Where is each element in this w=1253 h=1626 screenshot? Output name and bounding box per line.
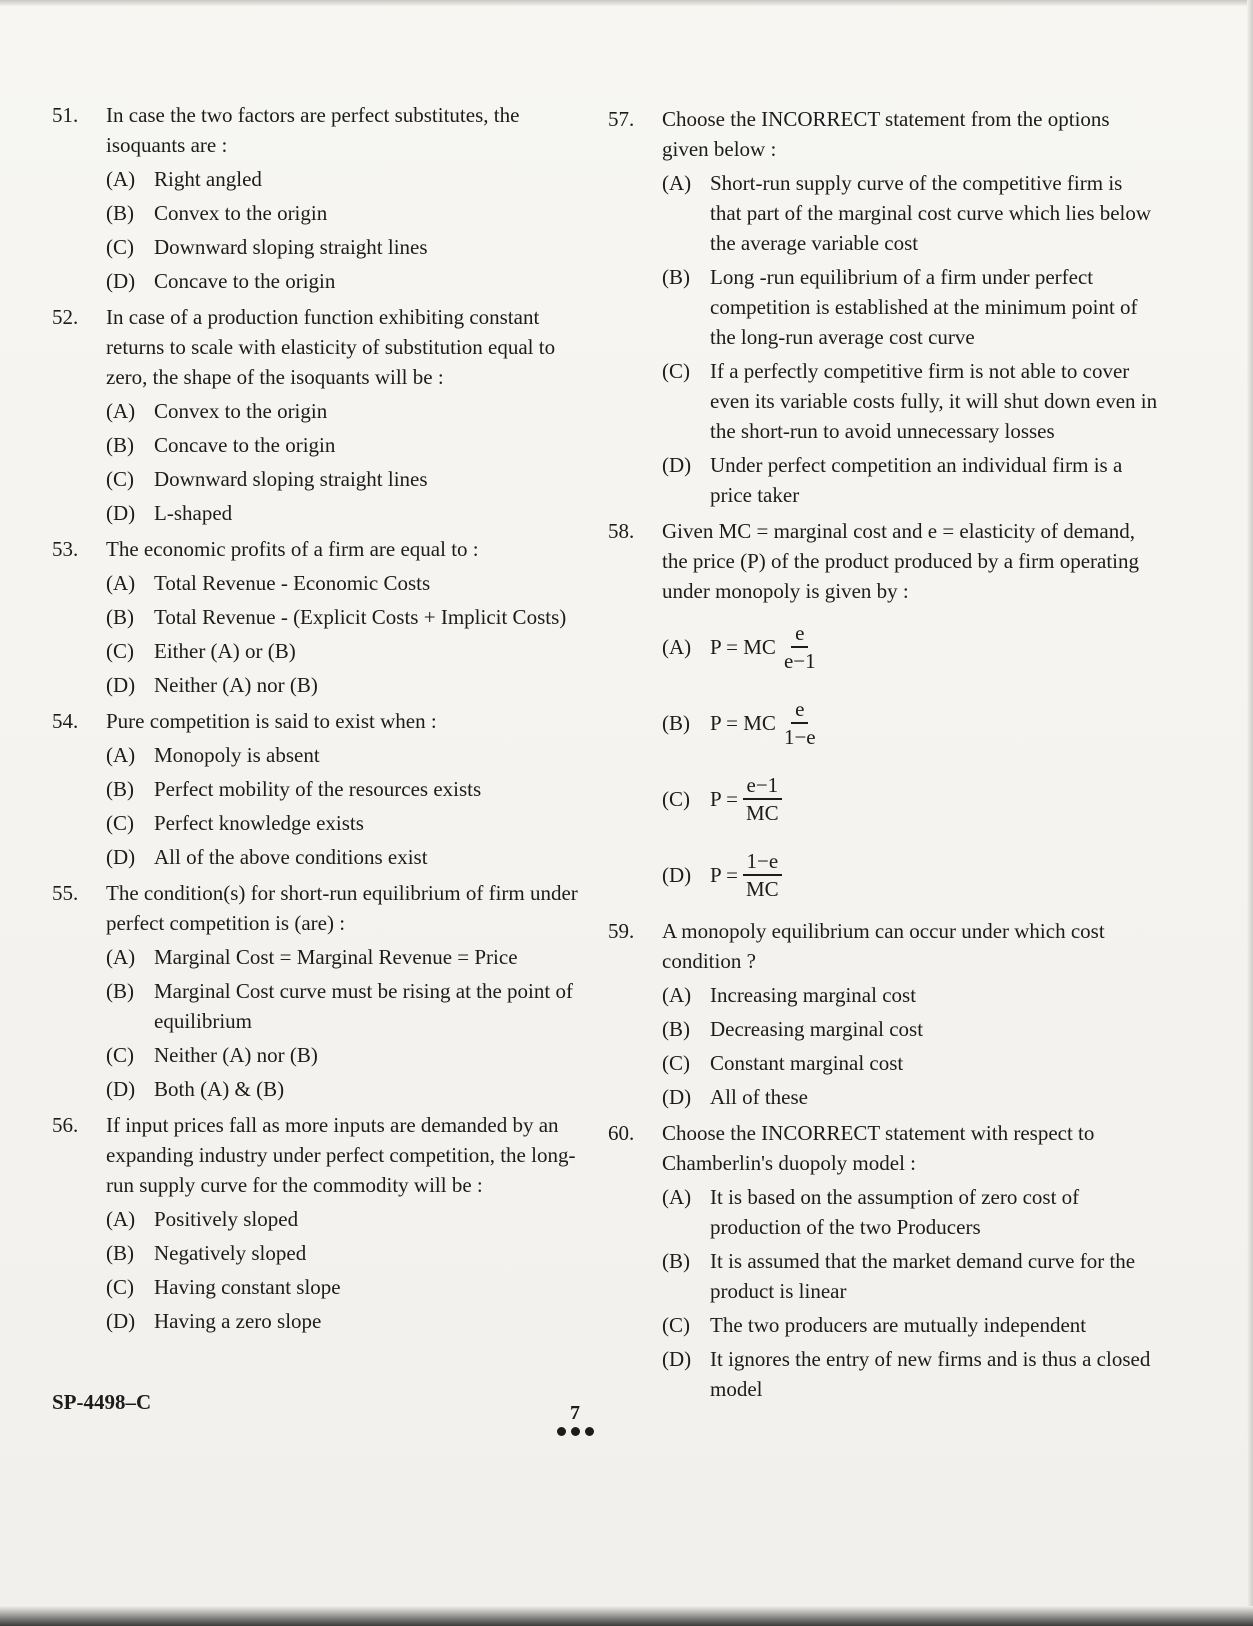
option-text: All of these: [710, 1085, 808, 1109]
option-54d: [106, 842, 600, 872]
option-text: Convex to the origin: [154, 399, 328, 423]
option-text: It is assumed that the market demand curve for the product is linear: [710, 1249, 1136, 1303]
option-59d: [662, 1082, 1158, 1112]
formula-lhs: P = MC: [710, 711, 776, 735]
option-text: Monopoly is absent: [154, 743, 320, 767]
fraction: [780, 620, 820, 674]
option-letter: (D): [106, 1077, 136, 1101]
option-text: It ignores the entry of new firms and is thus a closed model: [710, 1347, 1151, 1401]
option-letter: (D): [662, 1085, 692, 1109]
formula-lhs: P =: [710, 787, 738, 811]
question-text: The condition(s) for short-run equilibrium of firm under perfect competition is (are) :: [106, 881, 578, 935]
option-text: Either (A) or (B): [154, 639, 296, 663]
question-text: The economic profits of a firm are equal to :: [106, 537, 479, 561]
numerator: e−1: [743, 772, 783, 800]
page-number: 7: [570, 1402, 580, 1424]
question-number: 58.: [608, 519, 635, 543]
option-54a: [106, 740, 600, 770]
option-letter: (B): [662, 265, 690, 289]
option-60d: [662, 1344, 1158, 1404]
fraction: [780, 696, 820, 750]
option-letter: (C): [662, 1313, 690, 1337]
question-59: [608, 916, 1158, 976]
option-56d: [106, 1306, 600, 1336]
option-letter: (C): [106, 467, 134, 491]
question-text: Choose the INCORRECT statement with respect to Chamberlin's duopoly model :: [662, 1121, 1095, 1175]
question-text: If input prices fall as more inputs are demanded by an expanding industry under perfect competition, the long-run supply curve for the commodity will be :: [106, 1113, 576, 1197]
option-text: Having constant slope: [154, 1275, 341, 1299]
question-text: Choose the INCORRECT statement from the options given below :: [662, 107, 1110, 161]
option-text: Convex to the origin: [154, 201, 328, 225]
option-letter: (B): [662, 1249, 690, 1273]
question-number: 60.: [608, 1121, 635, 1145]
dot-icon: [557, 1427, 566, 1436]
option-58b: [662, 688, 1158, 758]
option-text: Total Revenue - Economic Costs: [154, 571, 431, 595]
option-letter: (B): [106, 605, 134, 629]
option-text: Decreasing marginal cost: [710, 1017, 924, 1041]
question-51: [52, 100, 600, 160]
option-letter: (A): [662, 983, 692, 1007]
formula: [710, 616, 820, 678]
formula-lhs: P = MC: [710, 635, 776, 659]
denominator: MC: [746, 877, 779, 901]
numerator: 1−e: [743, 848, 783, 876]
dot-icon: [571, 1427, 580, 1436]
option-letter: (C): [106, 811, 134, 835]
option-56a: [106, 1204, 600, 1234]
option-51c: [106, 232, 600, 262]
question-53: [52, 534, 600, 564]
option-55d: [106, 1074, 600, 1104]
option-text: Marginal Cost = Marginal Revenue = Price: [154, 945, 518, 969]
option-text: Long -run equilibrium of a firm under perfect competition is established at the minimum point of the long-run average cost curve: [710, 265, 1138, 349]
question-text: In case the two factors are perfect substitutes, the isoquants are :: [106, 103, 520, 157]
option-text: Short-run supply curve of the competitive firm is that part of the marginal cost curve which lies below the average variable cost: [710, 171, 1152, 255]
left-column: [52, 100, 600, 1336]
option-text: Increasing marginal cost: [710, 983, 917, 1007]
option-text: L-shaped: [154, 501, 233, 525]
right-column: [608, 104, 1158, 1404]
option-text: Under perfect competition an individual firm is a price taker: [710, 453, 1123, 507]
option-59a: [662, 980, 1158, 1010]
option-text: Both (A) & (B): [154, 1077, 285, 1101]
option-letter: (D): [662, 453, 692, 477]
option-text: Perfect knowledge exists: [154, 811, 364, 835]
option-56b: [106, 1238, 600, 1268]
formula: [710, 844, 783, 906]
option-55b: [106, 976, 600, 1036]
option-letter: (A): [106, 945, 136, 969]
option-text: Constant marginal cost: [710, 1051, 904, 1075]
option-letter: (B): [662, 711, 690, 735]
option-letter: (A): [106, 399, 136, 423]
option-52a: [106, 396, 600, 426]
option-letter: (B): [106, 433, 134, 457]
option-54b: [106, 774, 600, 804]
option-57b: [662, 262, 1158, 352]
option-letter: (C): [106, 235, 134, 259]
fraction: [742, 848, 783, 902]
question-52: [52, 302, 600, 392]
option-letter: (C): [662, 1051, 690, 1075]
option-59b: [662, 1014, 1158, 1044]
option-text: All of the above conditions exist: [154, 845, 428, 869]
option-53d: [106, 670, 600, 700]
formula: [710, 692, 820, 754]
option-58a: [662, 612, 1158, 682]
option-letter: (B): [106, 201, 134, 225]
option-52d: [106, 498, 600, 528]
option-54c: [106, 808, 600, 838]
question-number: 53.: [52, 537, 79, 561]
numerator: e: [791, 696, 808, 724]
option-text: Neither (A) nor (B): [154, 673, 318, 697]
option-text: Negatively sloped: [154, 1241, 307, 1265]
denominator: e−1: [783, 649, 816, 673]
option-letter: (A): [106, 167, 136, 191]
option-53a: [106, 568, 600, 598]
option-text: Concave to the origin: [154, 269, 336, 293]
scan-right-edge: [1247, 0, 1253, 1626]
option-60c: [662, 1310, 1158, 1340]
option-letter: (C): [662, 359, 690, 383]
dot-icon: [585, 1427, 594, 1436]
option-letter: (A): [662, 1185, 692, 1209]
option-51b: [106, 198, 600, 228]
option-56c: [106, 1272, 600, 1302]
option-letter: (B): [106, 1241, 134, 1265]
option-letter: (D): [106, 845, 136, 869]
option-letter: (A): [662, 635, 692, 659]
option-53b: [106, 602, 600, 632]
option-letter: (A): [662, 171, 692, 195]
option-text: Having a zero slope: [154, 1309, 322, 1333]
question-number: 54.: [52, 709, 79, 733]
formula-lhs: P =: [710, 863, 738, 887]
option-text: Right angled: [154, 167, 262, 191]
option-60a: [662, 1182, 1158, 1242]
option-letter: (A): [106, 743, 136, 767]
question-58: [608, 516, 1158, 606]
option-text: If a perfectly competitive firm is not able to cover even its variable costs fully, it will shut down even in the short-run to avoid unnecessary losses: [710, 359, 1158, 443]
option-58d: [662, 840, 1158, 910]
question-55: [52, 878, 600, 938]
option-letter: (D): [106, 501, 136, 525]
denominator: 1−e: [783, 725, 816, 749]
question-number: 55.: [52, 881, 79, 905]
question-56: [52, 1110, 600, 1200]
option-51a: [106, 164, 600, 194]
option-55a: [106, 942, 600, 972]
paper-code: SP-4498–C: [52, 1390, 152, 1414]
option-57d: [662, 450, 1158, 510]
option-58c: [662, 764, 1158, 834]
page-dots-ornament: [553, 1425, 599, 1437]
question-number: 51.: [52, 103, 79, 127]
option-text: Marginal Cost curve must be rising at the point of equilibrium: [154, 979, 573, 1033]
option-text: Perfect mobility of the resources exists: [154, 777, 482, 801]
question-number: 57.: [608, 107, 635, 131]
option-letter: (C): [662, 787, 690, 811]
question-text: A monopoly equilibrium can occur under which cost condition ?: [662, 919, 1105, 973]
question-57: [608, 104, 1158, 164]
option-52b: [106, 430, 600, 460]
question-number: 56.: [52, 1113, 79, 1137]
option-letter: (C): [106, 1043, 134, 1067]
option-53c: [106, 636, 600, 666]
option-text: Concave to the origin: [154, 433, 336, 457]
option-59c: [662, 1048, 1158, 1078]
option-letter: (B): [106, 979, 134, 1003]
option-letter: (C): [106, 1275, 134, 1299]
option-text: Downward sloping straight lines: [154, 235, 428, 259]
option-letter: (B): [106, 777, 134, 801]
option-text: Total Revenue - (Explicit Costs + Implicit Costs): [154, 605, 567, 629]
option-57c: [662, 356, 1158, 446]
question-text: Pure competition is said to exist when :: [106, 709, 437, 733]
numerator: e: [791, 620, 808, 648]
option-text: Positively sloped: [154, 1207, 299, 1231]
option-51d: [106, 266, 600, 296]
option-letter: (D): [662, 863, 692, 887]
question-text: In case of a production function exhibiting constant returns to scale with elasticity of substitution equal to zero, the shape of the isoquants will be :: [106, 305, 556, 389]
question-text: Given MC = marginal cost and e = elasticity of demand, the price (P) of the product produced by a firm operating under monopoly is given by :: [662, 519, 1140, 603]
question-number: 59.: [608, 919, 635, 943]
formula: [710, 768, 783, 830]
fraction: [742, 772, 783, 826]
option-letter: (A): [106, 571, 136, 595]
question-54: [52, 706, 600, 736]
scan-bottom-edge: [0, 1606, 1253, 1626]
option-letter: (D): [106, 269, 136, 293]
option-text: Neither (A) nor (B): [154, 1043, 318, 1067]
option-57a: [662, 168, 1158, 258]
question-60: [608, 1118, 1158, 1178]
scan-top-edge: [0, 0, 1253, 6]
option-letter: (D): [106, 1309, 136, 1333]
option-text: It is based on the assumption of zero cost of production of the two Producers: [710, 1185, 1080, 1239]
option-letter: (D): [106, 673, 136, 697]
denominator: MC: [746, 801, 779, 825]
option-letter: (A): [106, 1207, 136, 1231]
option-60b: [662, 1246, 1158, 1306]
option-letter: (B): [662, 1017, 690, 1041]
option-text: Downward sloping straight lines: [154, 467, 428, 491]
option-52c: [106, 464, 600, 494]
option-letter: (C): [106, 639, 134, 663]
option-text: The two producers are mutually independent: [710, 1313, 1087, 1337]
option-55c: [106, 1040, 600, 1070]
option-letter: (D): [662, 1347, 692, 1371]
question-number: 52.: [52, 305, 79, 329]
